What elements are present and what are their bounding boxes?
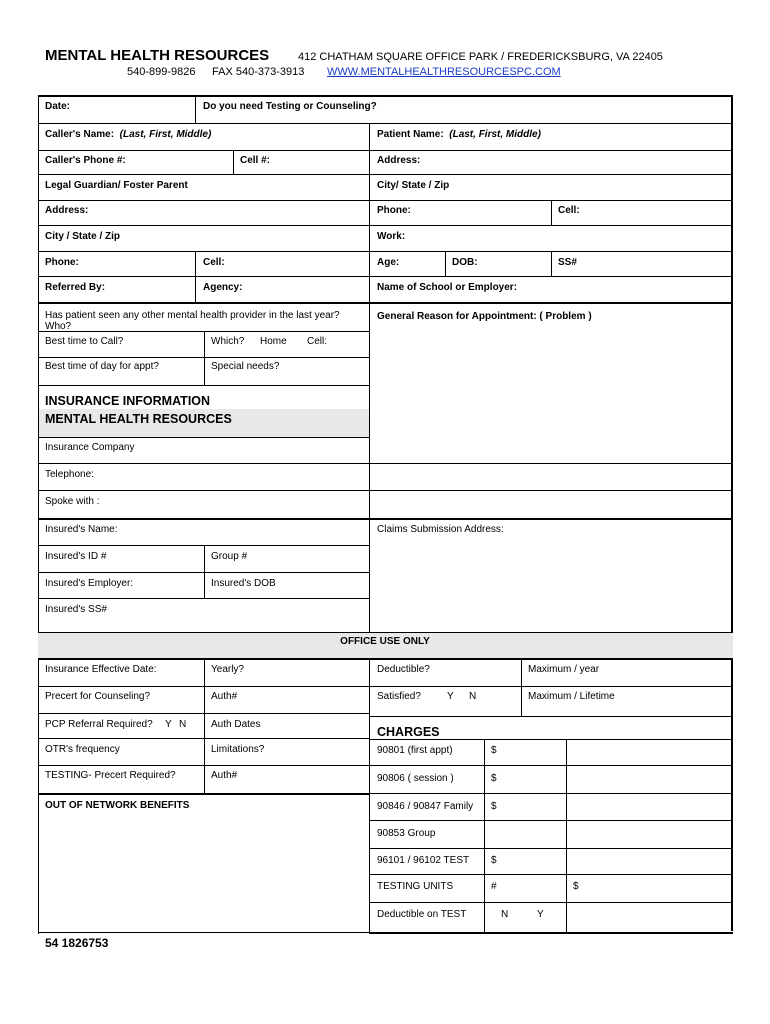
effective-date-label: Insurance Effective Date: [45,664,157,675]
rule [38,463,733,464]
rule [38,95,733,97]
rule [369,739,733,740]
rule [38,932,370,933]
insureds-employer-label: Insured's Employer: [45,578,134,589]
max-year-label: Maximum / year [528,664,600,675]
rule [445,251,446,276]
charge-dollar: $ [573,881,579,892]
rule [204,545,205,598]
charge-code-90806: 90806 ( session ) [377,773,454,784]
patient-name-label: Patient Name: (Last, First, Middle) [377,129,541,140]
rule [38,632,733,633]
callers-name-label: Caller's Name: (Last, First, Middle) [45,129,212,140]
charge-dollar: $ [491,773,497,784]
org-address: 412 CHATHAM SQUARE OFFICE PARK / FREDERICKSBURG, VA 22405 [298,51,663,63]
spoke-with-label: Spoke with : [45,496,100,507]
guardian-address-label: Address: [45,205,89,216]
caller-cell-label: Cell #: [240,155,271,166]
insureds-id-label: Insured's ID # [45,551,107,562]
school-employer-label: Name of School or Employer: [377,282,518,293]
auth-dates-label: Auth Dates [211,719,261,730]
charge-code-90801: 90801 (first appt) [377,745,453,756]
rule [369,437,370,632]
office-use-heading: OFFICE USE ONLY [340,636,430,647]
insureds-name-label: Insured's Name: [45,524,118,535]
rule [38,738,370,739]
patient-ss-label: SS# [558,257,577,268]
insureds-dob-label: Insured's DOB [211,578,276,589]
rule [204,331,205,385]
prior-provider-question: Has patient seen any other mental health provider in the last year? [45,310,340,321]
rule [369,716,733,717]
rule [38,200,733,201]
testing-counseling-label: Do you need Testing or Counseling? [203,101,377,112]
charge-code-96101: 96101 / 96102 TEST [377,855,470,866]
insureds-ss-label: Insured's SS# [45,604,107,615]
rule [484,739,485,934]
guardian-phone-label: Phone: [45,257,79,268]
insurance-company-label: Insurance Company [45,442,135,453]
yearly-label: Yearly? [211,664,244,675]
callers-phone-label: Caller's Phone #: [45,155,126,166]
insurance-heading: INSURANCE INFORMATION [45,394,211,408]
best-time-call-label: Best time to Call? [45,336,124,347]
satisfied-no: N [469,691,477,702]
patient-cell-label: Cell: [558,205,580,216]
general-reason-label: General Reason for Appointment: ( Problem ) [377,311,592,322]
rule [38,276,733,277]
best-time-appt-label: Best time of day for appt? [45,361,159,372]
rule [521,658,522,716]
rule [233,150,234,174]
rule [369,765,733,766]
patient-city-label: City/ State / Zip [377,180,450,191]
rule [369,820,733,821]
date-label: Date: [45,101,71,112]
pcp-referral-label: PCP Referral Required? [45,719,153,730]
rule [195,95,196,123]
rule [204,658,205,793]
rule [38,302,733,304]
org-name: MENTAL HEALTH RESOURCES [45,47,270,64]
rule [38,793,370,795]
referred-by-label: Referred By: [45,282,106,293]
rule [38,658,39,934]
rule [38,385,370,386]
cell-option: Cell: [307,336,328,347]
guardian-city-label: City / State / Zip [45,231,121,242]
form-number: 54 1826753 [45,936,109,950]
rule [38,490,733,491]
rule [369,902,733,903]
which-label: Which? [211,336,245,347]
testing-units-label: TESTING UNITS [377,881,454,892]
patient-address-label: Address: [377,155,421,166]
testing-auth-label: Auth# [211,770,238,781]
insurance-subheading: MENTAL HEALTH RESOURCES [45,412,232,426]
patient-dob-label: DOB: [452,257,478,268]
max-lifetime-label: Maximum / Lifetime [528,691,615,702]
pcp-yes: Y [165,719,172,730]
testing-precert-label: TESTING- Precert Required? [45,770,176,781]
patient-work-label: Work: [377,231,406,242]
special-needs-label: Special needs? [211,361,280,372]
org-phone: 540-899-9826 [127,66,196,78]
rule [369,874,733,875]
rule [38,765,370,766]
out-of-network-label: OUT OF NETWORK BENEFITS [45,800,190,811]
claims-address-label: Claims Submission Address: [377,524,504,535]
rule [369,848,733,849]
who-label: Who? [45,321,72,332]
charge-code-90846: 90846 / 90847 Family [377,801,474,812]
rule [38,658,733,660]
testing-units-hash: # [491,881,497,892]
precert-counseling-label: Precert for Counseling? [45,691,151,702]
legal-guardian-label: Legal Guardian/ Foster Parent [45,180,188,191]
rule [369,793,733,794]
deductible-test-no: N [501,909,509,920]
charge-dollar: $ [491,801,497,812]
group-label: Group # [211,551,248,562]
deductible-test-yes: Y [537,909,544,920]
rule [38,686,733,687]
patient-age-label: Age: [377,257,400,268]
limitations-label: Limitations? [211,744,265,755]
charges-heading: CHARGES [377,725,440,739]
rule [38,437,39,632]
rule [369,658,370,934]
charge-dollar: $ [491,855,497,866]
charge-dollar: $ [491,745,497,756]
rule [566,739,567,934]
agency-label: Agency: [203,282,243,293]
satisfied-yes: Y [447,691,454,702]
rule [38,518,733,520]
satisfied-label: Satisfied? [377,691,421,702]
insurance-telephone-label: Telephone: [45,469,94,480]
rule [38,251,733,252]
home-option: Home [260,336,287,347]
otr-frequency-label: OTR's frequency [45,744,120,755]
rule [551,200,552,225]
rule [38,123,733,124]
deductible-label: Deductible? [377,664,430,675]
rule [369,123,370,437]
rule [38,174,733,175]
charge-code-90853: 90853 Group [377,828,436,839]
rule [551,251,552,276]
rule [38,437,370,438]
rule [195,251,196,302]
org-fax: FAX 540-373-3913 [212,66,305,78]
rule [731,95,733,931]
auth-label: Auth# [211,691,238,702]
deductible-on-test-label: Deductible on TEST [377,909,467,920]
rule [38,150,733,151]
patient-phone-label: Phone: [377,205,411,216]
pcp-no: N [179,719,187,730]
org-website-link[interactable]: WWW.MENTALHEALTHRESOURCESPC.COM [327,66,561,78]
guardian-cell-label: Cell: [203,257,225,268]
rule [369,932,733,934]
rule [38,713,370,714]
rule [38,225,733,226]
rule [38,598,370,599]
